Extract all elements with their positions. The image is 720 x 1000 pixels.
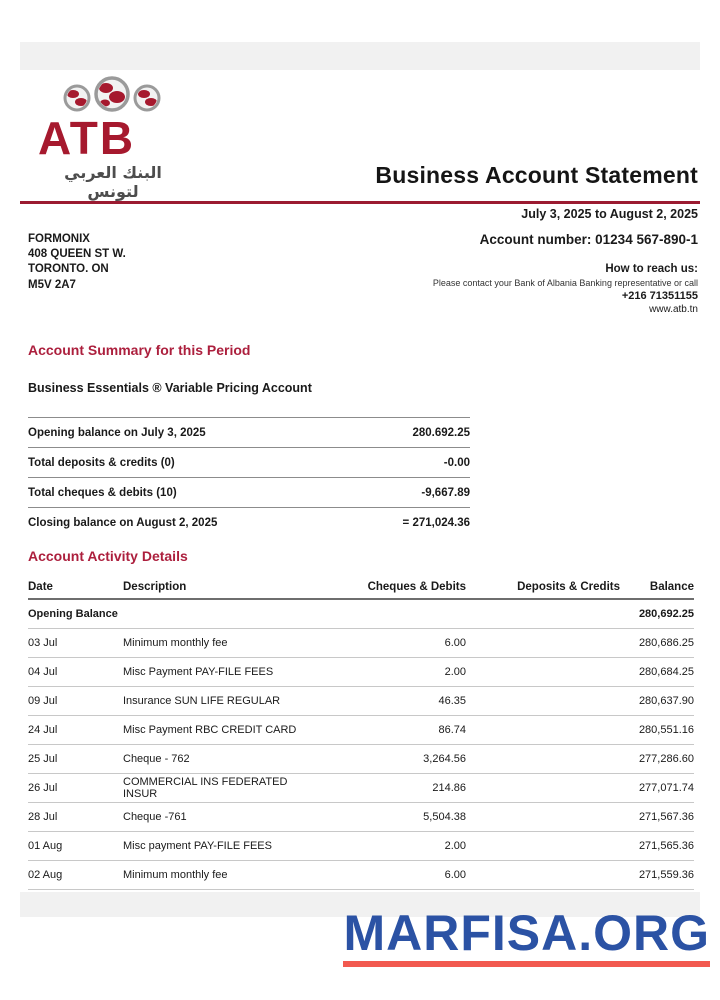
transaction-description: Misc payment PAY-FILE FEES: [123, 840, 272, 852]
transaction-balance: 280,637.90: [638, 695, 694, 707]
activity-section-heading: Account Activity Details: [28, 548, 188, 564]
customer-address: [28, 232, 126, 315]
activity-rows: [28, 629, 694, 890]
bank-logo-arabic-text: البنك العربي لتونس: [64, 163, 162, 201]
transaction-date: 02 Aug: [28, 869, 63, 881]
transaction-balance: 280,686.25: [638, 637, 694, 649]
summary-row: [28, 478, 470, 508]
table-row: [28, 629, 694, 658]
table-row: [28, 774, 694, 803]
transaction-description: Misc Payment RBC CREDIT CARD: [123, 724, 297, 736]
bank-website-link[interactable]: www.atb.tn: [649, 304, 698, 315]
summary-section-heading: Account Summary for this Period: [28, 342, 251, 358]
transaction-description: Minimum monthly fee: [123, 869, 228, 881]
transaction-balance: 277,071.74: [638, 782, 694, 794]
transaction-balance: 271,565.36: [638, 840, 694, 852]
table-row: [28, 861, 694, 890]
transaction-debit: 86.74: [438, 724, 466, 736]
transaction-balance: 271,559.36: [638, 869, 694, 881]
transaction-date: 25 Jul: [28, 753, 58, 765]
watermark-logo: MARFISA.ORG: [343, 908, 710, 967]
summary-row-label: Opening balance on July 3, 2025: [28, 426, 206, 439]
statement-page: [20, 42, 700, 917]
transaction-balance: 280,684.25: [638, 666, 694, 678]
table-row: [28, 745, 694, 774]
transaction-debit: 3,264.56: [423, 753, 466, 765]
transaction-description: Minimum monthly fee: [123, 637, 228, 649]
column-header-debits: Cheques & Debits: [367, 580, 466, 593]
transaction-debit: 2.00: [444, 666, 466, 678]
opening-balance-label: Opening Balance: [28, 608, 118, 620]
transaction-balance: 271,567.36: [638, 811, 694, 823]
summary-row-value: -9,667.89: [421, 486, 470, 499]
account-number: Account number: 01234 567-890-1: [479, 232, 698, 247]
transaction-debit: 5,504.38: [423, 811, 466, 823]
summary-row: [28, 418, 470, 448]
table-row: [28, 687, 694, 716]
transaction-description: Cheque - 762: [123, 753, 190, 765]
summary-row-label: Total deposits & credits (0): [28, 456, 175, 469]
reach-us-text: Please contact your Bank of Albania Banking representative or call: [432, 278, 698, 288]
transaction-debit: 214.86: [432, 782, 466, 794]
summary-row-value: = 271,024.36: [402, 517, 470, 529]
summary-row-value: -0.00: [443, 456, 470, 469]
bank-logo-text: ATB: [38, 112, 136, 164]
header-divider: [20, 201, 700, 204]
reach-us-heading: How to reach us:: [605, 263, 698, 275]
address-line: TORONTO. ON: [28, 263, 109, 276]
transaction-debit: 6.00: [444, 637, 466, 649]
transaction-debit: 2.00: [444, 840, 466, 852]
table-row: [28, 716, 694, 745]
column-header-date: Date: [28, 580, 53, 593]
summary-row-label: Closing balance on August 2, 2025: [28, 517, 218, 529]
account-product-name: Business Essentials ® Variable Pricing Account: [28, 381, 312, 395]
transaction-debit: 6.00: [444, 869, 466, 881]
opening-balance-row: [28, 600, 694, 629]
page-top-margin-band: [20, 42, 700, 70]
transaction-date: 26 Jul: [28, 782, 58, 794]
summary-row-label: Total cheques & debits (10): [28, 486, 177, 499]
activity-header-row: [28, 575, 694, 600]
column-header-credits: Deposits & Credits: [517, 580, 620, 593]
summary-row-value: 280.692.25: [412, 426, 470, 439]
table-row: [28, 803, 694, 832]
transaction-date: 24 Jul: [28, 724, 58, 736]
column-header-description: Description: [123, 580, 187, 593]
transaction-balance: 280,551.16: [638, 724, 694, 736]
contact-phone: +216 71351155: [621, 290, 698, 302]
column-header-balance: Balance: [649, 580, 694, 593]
transaction-date: 01 Aug: [28, 840, 63, 852]
summary-row: [28, 508, 470, 538]
transaction-description: Insurance SUN LIFE REGULAR: [123, 695, 281, 707]
table-row: [28, 658, 694, 687]
transaction-description: Misc Payment PAY-FILE FEES: [123, 666, 274, 678]
address-line: FORMONIX: [28, 233, 90, 245]
table-row: [28, 832, 694, 861]
transaction-debit: 46.35: [438, 695, 466, 707]
transaction-description: COMMERCIAL INS FEDERATED INSUR: [123, 776, 288, 800]
summary-table: [28, 417, 470, 538]
transaction-description: Cheque -761: [123, 811, 187, 823]
globes-icon: [56, 75, 168, 115]
transaction-date: 04 Jul: [28, 666, 58, 678]
transaction-date: 28 Jul: [28, 811, 58, 823]
opening-balance-value: 280,692.25: [638, 608, 694, 620]
page-title: Business Account Statement: [375, 162, 698, 188]
transaction-date: 09 Jul: [28, 695, 58, 707]
statement-period: July 3, 2025 to August 2, 2025: [521, 207, 698, 221]
activity-table: [28, 575, 694, 890]
address-line: M5V 2A7: [28, 278, 76, 291]
summary-row: [28, 448, 470, 478]
address-line: 408 QUEEN ST W.: [28, 248, 126, 261]
transaction-balance: 277,286.60: [638, 753, 694, 765]
transaction-date: 03 Jul: [28, 637, 58, 649]
